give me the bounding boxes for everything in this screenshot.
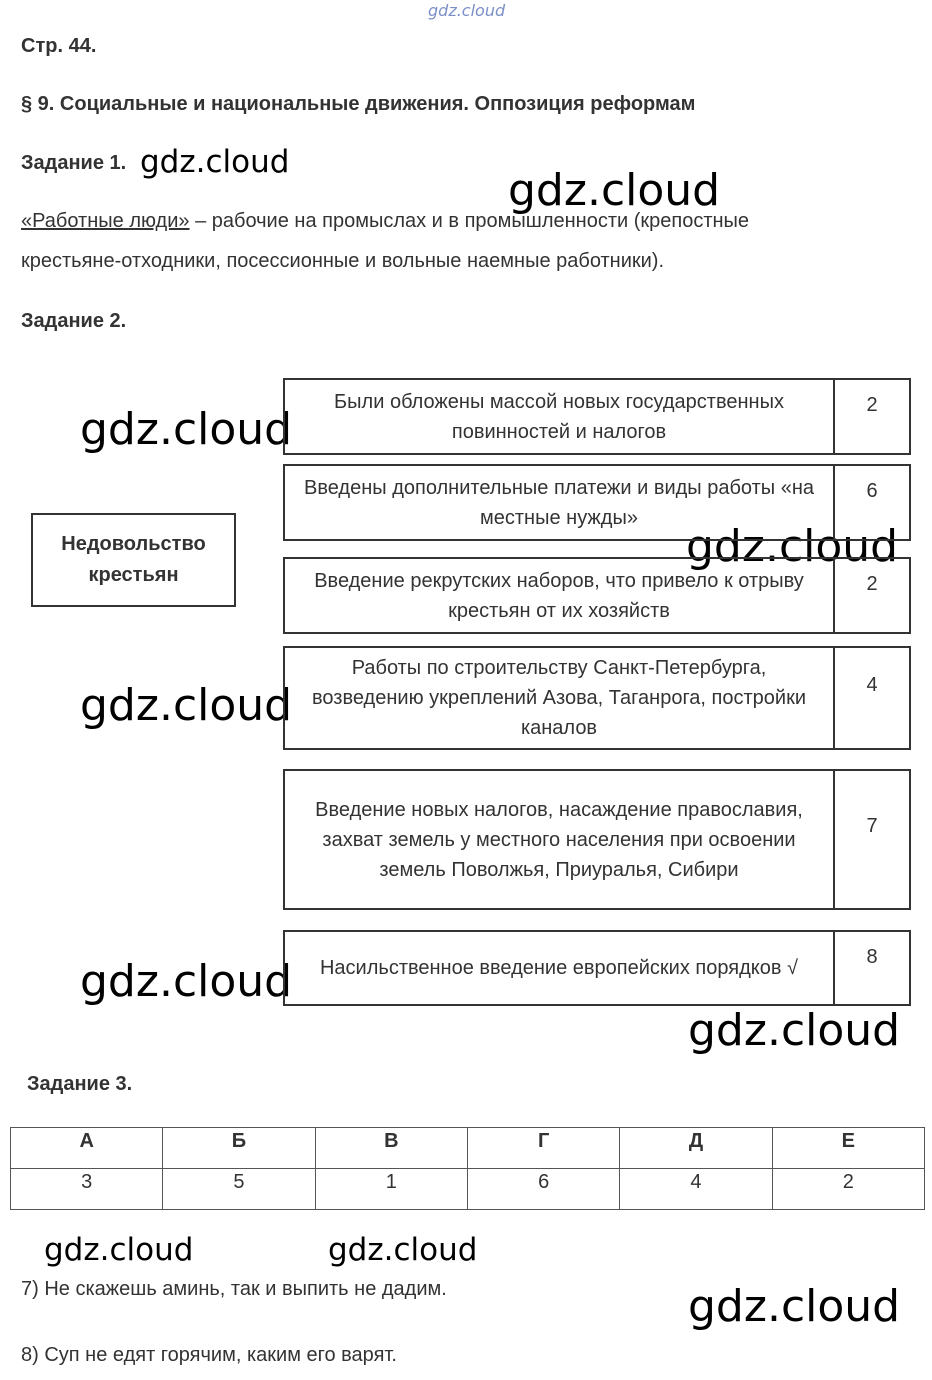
reason-row-5 [283, 769, 911, 910]
watermark: gdz.cloud [80, 680, 293, 731]
task2-label: Задание 2. [21, 310, 127, 332]
reason-text: Работы по строительству Санкт-Петербурга, возведению укреплений Азова, Таганрога, постройки каналов [285, 648, 835, 748]
table-header-cell: В [315, 1128, 467, 1169]
reason-text: Введены дополнительные платежи и виды работы «на местные нужды» [285, 466, 835, 539]
proverb-7: 7) Не скажешь аминь, так и выпить не дадим. [21, 1278, 447, 1300]
watermark: gdz.cloud [80, 956, 293, 1007]
watermark: gdz.cloud [688, 1005, 901, 1056]
reason-number: 7 [866, 815, 878, 837]
table-cell: 2 [772, 1169, 924, 1210]
reason-text: Насильственное введение европейских порядков √ [285, 932, 835, 1004]
table-row [11, 1169, 925, 1210]
table-cell: 5 [163, 1169, 315, 1210]
reason-row-2 [283, 464, 911, 541]
table-header-cell: Г [467, 1128, 619, 1169]
task1-label: Задание 1. [21, 152, 127, 174]
table-cell: 3 [11, 1169, 163, 1210]
reason-row-6 [283, 930, 911, 1006]
reason-row-4 [283, 646, 911, 750]
watermark: gdz.cloud [328, 1232, 478, 1268]
page-ref: Стр. 44. [21, 35, 97, 57]
watermark: gdz.cloud [80, 404, 293, 455]
table-cell: 4 [620, 1169, 772, 1210]
table-header-row [11, 1128, 925, 1169]
table-cell: 1 [315, 1169, 467, 1210]
proverb-8: 8) Суп не едят горячим, каким его варят. [21, 1344, 397, 1366]
task1-line1 [21, 209, 749, 233]
section-title: § 9. Социальные и национальные движения. Оппозиция реформам [21, 93, 696, 115]
task1-line2: крестьяне-отходники, посессионные и вольные наемные работники). [21, 250, 665, 272]
table-header-cell: А [11, 1128, 163, 1169]
watermark: gdz.cloud [508, 165, 721, 216]
table-cell: 6 [467, 1169, 619, 1210]
reason-text: Были обложены массой новых государственных повинностей и налогов [285, 380, 835, 453]
watermark: gdz.cloud [140, 144, 290, 180]
task3-label: Задание 3. [27, 1073, 133, 1095]
term-underlined: «Работные люди» [21, 210, 190, 232]
reason-number: 2 [866, 573, 878, 595]
term-definition: – рабочие на промыслах и в промышленности (крепостные [189, 210, 750, 232]
reason-text: Введение рекрутских наборов, что привело к отрыву крестьян от их хозяйств [285, 559, 835, 632]
watermark: gdz.cloud [44, 1232, 194, 1268]
watermark: gdz.cloud [688, 1281, 901, 1332]
watermark: gdz.cloud [686, 521, 899, 572]
answer-table [10, 1127, 925, 1210]
reason-row-1 [283, 378, 911, 455]
table-header-cell: Е [772, 1128, 924, 1169]
reason-text: Введение новых налогов, насаждение православия, захват земель у местного населения при освоении земель Поволжья, Приуралья, Сибири [285, 771, 835, 908]
center-label-box: Недовольство крестьян [31, 513, 236, 607]
table-header-cell: Б [163, 1128, 315, 1169]
reason-number: 8 [866, 946, 878, 968]
reason-number: 2 [866, 394, 878, 416]
table-header-cell: Д [620, 1128, 772, 1169]
watermark-top: gdz.cloud [428, 1, 506, 20]
reason-number: 6 [866, 480, 878, 502]
reason-row-3 [283, 557, 911, 634]
reason-number: 4 [866, 674, 878, 696]
